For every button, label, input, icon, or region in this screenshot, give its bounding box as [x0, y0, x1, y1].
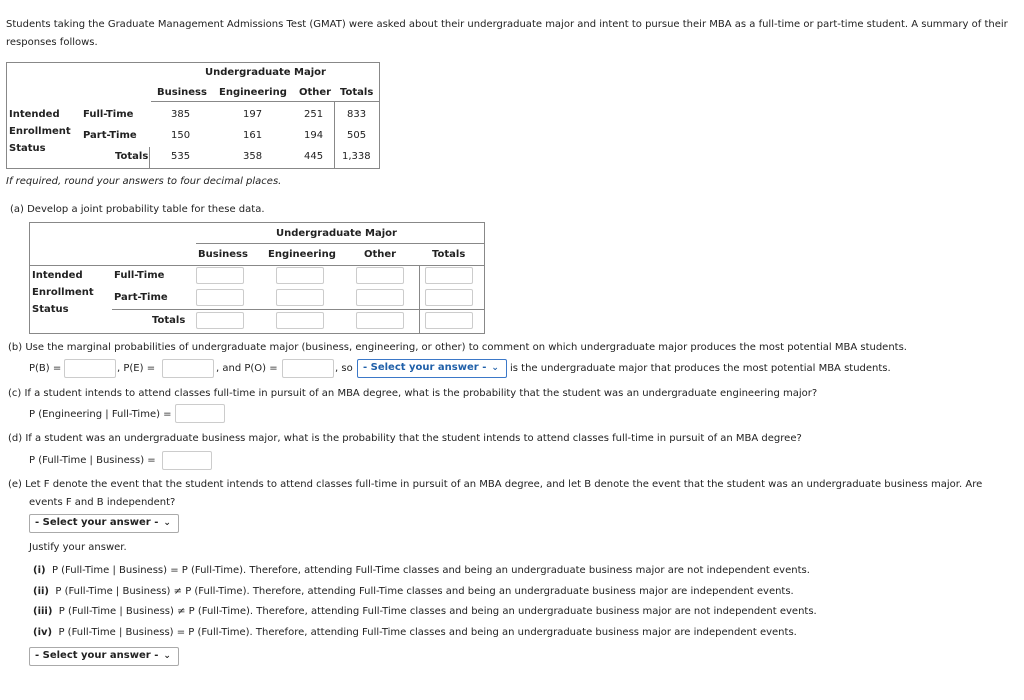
table1-header-group: Undergraduate Major: [205, 67, 326, 78]
chevron-down-icon: ⌄: [163, 651, 171, 661]
table2-row-group-2: Enrollment: [32, 287, 94, 298]
table1-col-engineering: Engineering: [219, 87, 287, 98]
part-d-label: P (Full-Time | Business) =: [29, 455, 156, 466]
option-text: P (Full-Time | Business) ≠ P (Full-Time). Therefore, attending Full-Time classes and being an undergraduate business major are independent events.: [55, 586, 794, 597]
part-a-prompt: (a) Develop a joint probability table for these data.: [10, 204, 265, 215]
input-totals-totals[interactable]: [425, 312, 473, 329]
part-e-prompt-2: events F and B independent?: [29, 497, 176, 508]
table1-col-business: Business: [157, 87, 207, 98]
table1-row-fulltime: Full-Time: [83, 109, 134, 120]
justify-label: Justify your answer.: [29, 542, 127, 553]
rounding-note: If required, round your answers to four decimal places.: [6, 176, 282, 187]
part-e-prompt-1: (e) Let F denote the event that the student intends to attend classes full-time in pursuit of an MBA degree, and let B denote the event that the student was an undergraduate business major. Are: [8, 479, 983, 490]
pe-label: , P(E) =: [117, 363, 156, 374]
table2-col-other: Other: [364, 249, 397, 260]
table1-row-group-3: Status: [9, 143, 46, 154]
option-num: (iii): [33, 606, 53, 617]
input-totals-other[interactable]: [356, 312, 404, 329]
independence-select-text: - Select your answer -: [35, 517, 159, 528]
input-parttime-engineering[interactable]: [276, 289, 324, 306]
po-input[interactable]: [282, 359, 334, 378]
table2-row-group-1: Intended: [32, 270, 83, 281]
option-num: (iv): [33, 627, 53, 638]
input-parttime-totals[interactable]: [425, 289, 473, 306]
table1-row-group-2: Enrollment: [9, 126, 71, 137]
pb-input[interactable]: [64, 359, 116, 378]
po-label: , and P(O) =: [216, 363, 278, 374]
table2-row-totals: Totals: [152, 315, 186, 326]
option-iv: [33, 627, 797, 638]
table1-row-group-1: Intended: [9, 109, 60, 120]
table2-header-group: Undergraduate Major: [276, 228, 397, 239]
table1-row-totals: Totals: [115, 151, 149, 162]
pe-input[interactable]: [162, 359, 214, 378]
engineering-given-fulltime-input[interactable]: [175, 404, 225, 423]
table1-cell: 150: [171, 130, 191, 141]
input-totals-engineering[interactable]: [276, 312, 324, 329]
chevron-down-icon: ⌄: [163, 518, 171, 528]
justification-select[interactable]: [29, 647, 179, 666]
part-c-label: P (Engineering | Full-Time) =: [29, 409, 172, 420]
so-label: , so: [335, 363, 353, 374]
input-parttime-other[interactable]: [356, 289, 404, 306]
joint-probability-table: [29, 222, 485, 334]
option-num: (i): [33, 565, 46, 576]
part-d-prompt: (d) If a student was an undergraduate business major, what is the probability that the student intends to attend classes full-time in pursuit of an MBA degree?: [8, 433, 802, 444]
table1-cell: 358: [243, 151, 263, 162]
table2-row-parttime: Part-Time: [114, 292, 168, 303]
independence-select[interactable]: [29, 514, 179, 533]
justification-select-text: - Select your answer -: [35, 650, 159, 661]
part-c-prompt: (c) If a student intends to attend classes full-time in pursuit of an MBA degree, what is the probability that the student was an undergraduate engineering major?: [8, 388, 818, 399]
table2-col-totals: Totals: [432, 249, 466, 260]
pb-label: P(B) =: [29, 363, 62, 374]
option-iii: [33, 606, 817, 617]
input-fulltime-totals[interactable]: [425, 267, 473, 284]
major-select-text: - Select your answer -: [363, 362, 487, 373]
table1-cell: 385: [171, 109, 191, 120]
option-text: P (Full-Time | Business) = P (Full-Time). Therefore, attending Full-Time classes and being an undergraduate business major are independent events.: [58, 627, 797, 638]
table1-cell: 251: [304, 109, 324, 120]
option-i: [33, 565, 810, 576]
table2-row-fulltime: Full-Time: [114, 270, 165, 281]
major-select[interactable]: [357, 359, 507, 378]
summary-table: [6, 62, 380, 169]
input-totals-business[interactable]: [196, 312, 244, 329]
table1-cell: 445: [304, 151, 324, 162]
option-text: P (Full-Time | Business) = P (Full-Time). Therefore, attending Full-Time classes and being an undergraduate business major are not independent events.: [51, 565, 810, 576]
option-num: (ii): [33, 586, 49, 597]
table1-cell: 505: [347, 130, 367, 141]
input-parttime-business[interactable]: [196, 289, 244, 306]
part-b-prompt: (b) Use the marginal probabilities of undergraduate major (business, engineering, or other) to comment on which undergraduate major produces the most potential MBA students.: [8, 342, 907, 353]
table2-row-group-3: Status: [32, 304, 69, 315]
table1-cell: 161: [243, 130, 263, 141]
input-fulltime-engineering[interactable]: [276, 267, 324, 284]
chevron-down-icon: ⌄: [491, 363, 499, 373]
table1-cell: 197: [243, 109, 263, 120]
table1-col-other: Other: [299, 87, 332, 98]
intro-text: Students taking the Graduate Management Admissions Test (GMAT) were asked about their undergraduate major and intent to pursue their MBA as a full-time or part-time student. A summary of their responses follows.: [6, 19, 1008, 48]
fulltime-given-business-input[interactable]: [162, 451, 212, 470]
input-fulltime-other[interactable]: [356, 267, 404, 284]
input-fulltime-business[interactable]: [196, 267, 244, 284]
table1-col-totals: Totals: [340, 87, 374, 98]
table1-cell: 833: [347, 109, 367, 120]
option-ii: [33, 586, 794, 597]
table1-cell: 1,338: [342, 151, 371, 162]
table1-cell: 194: [304, 130, 324, 141]
part-b-tail: is the undergraduate major that produces the most potential MBA students.: [510, 363, 891, 374]
table1-cell: 535: [171, 151, 191, 162]
table2-col-engineering: Engineering: [268, 249, 336, 260]
table1-row-parttime: Part-Time: [83, 130, 137, 141]
table2-col-business: Business: [198, 249, 248, 260]
option-text: P (Full-Time | Business) ≠ P (Full-Time). Therefore, attending Full-Time classes and being an undergraduate business major are not independent events.: [58, 606, 817, 617]
